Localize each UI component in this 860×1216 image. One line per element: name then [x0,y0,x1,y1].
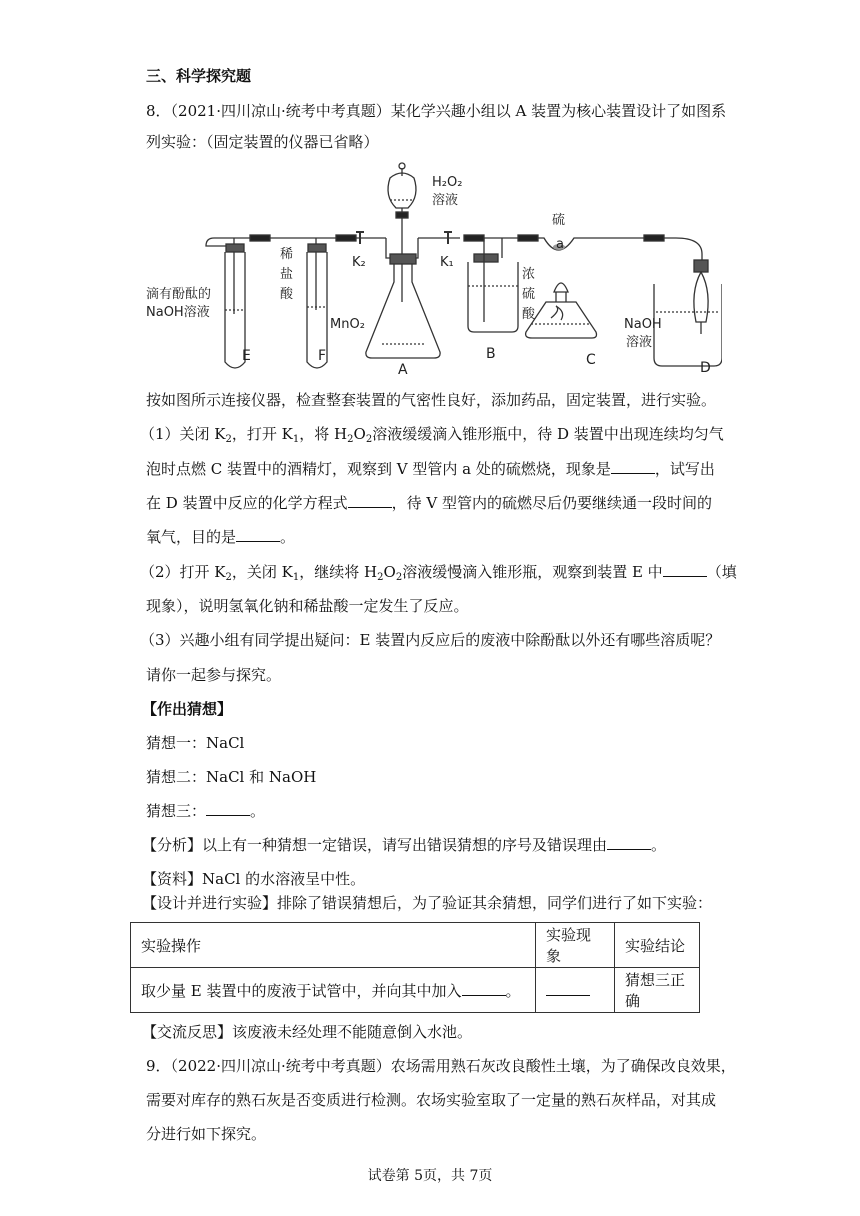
label-b-1: 浓 [522,267,536,282]
guess-title: 【作出猜想】 [142,700,233,718]
label-naoh-d-solution: 溶液 [626,335,653,350]
info-line: 【资料】NaCl 的水溶液呈中性。 [142,870,366,888]
label-naoh-d: NaOH [624,317,662,332]
label-phenolphthalein: 滴有酚酞的 [146,287,212,302]
label-k2: K₂ [352,255,366,270]
q8-intro-line1: 8．（2021·四川凉山·统考中考真题）某化学兴趣小组以 A 装置为核心装置设计了如图系 [146,102,727,120]
letter-c: C [586,352,596,368]
guess-1: 猜想一：NaCl [146,734,245,752]
answer-blank[interactable] [611,459,655,474]
label-b-3: 酸 [522,307,536,322]
label-sulfur: 硫 [552,213,566,228]
table-header: 实验现象 [536,923,615,968]
table-header: 实验结论 [615,923,700,968]
answer-blank[interactable] [546,981,590,996]
section-title: 三、科学探究题 [146,67,252,85]
letter-f: F [318,348,327,364]
letter-e: E [242,348,251,364]
reflect-line: 【交流反思】该废液未经处理不能随意倒入水池。 [142,1023,473,1041]
letter-d: D [700,360,711,376]
label-h2o2-solution: 溶液 [432,193,459,208]
table-cell-conclusion: 猜想三正确 [615,968,700,1013]
part2-line2: 现象），说明氢氧化钠和稀盐酸一定发生了反应。 [146,597,469,615]
answer-blank[interactable] [236,527,280,542]
answer-blank[interactable] [607,835,651,850]
table-header: 实验操作 [131,923,536,968]
q9-line3: 分进行如下探究。 [146,1125,267,1143]
label-h2o2: H₂O₂ [432,175,463,190]
label-naoh-e: NaOH溶液 [146,305,210,320]
answer-blank[interactable] [462,981,506,996]
part1-line4: 氧气，目的是 。 [146,528,296,546]
experiment-table [130,922,700,1013]
answer-blank[interactable] [663,562,707,577]
label-a: a [556,237,564,252]
analysis-line: 【分析】以上有一种猜想一定错误，请写出错误猜想的序号及错误理由 。 [142,836,667,854]
answer-blank[interactable] [348,493,392,508]
apparatus-diagram [146,162,722,376]
guess-3: 猜想三： 。 [146,802,266,820]
label-b-2: 硫 [522,287,536,302]
table-row [131,923,700,968]
connect-text: 按如图所示连接仪器，检查整套装置的气密性良好，添加药品，固定装置，进行实验。 [146,391,717,409]
page-footer: 试卷第 5页，共 7页 [367,1168,493,1184]
answer-blank[interactable] [206,801,250,816]
part1-line2: 泡时点燃 C 装置中的酒精灯，观察到 V 型管内 a 处的硫燃烧，现象是 ，试写出 [146,460,715,478]
label-f-3: 酸 [280,287,294,302]
q9-line1: 9．（2022·四川凉山·统考中考真题）农场需用熟石灰改良酸性土壤，为了确保改良效果， [146,1057,736,1075]
design-line: 【设计并进行实验】排除了错误猜想后，为了验证其余猜想，同学们进行了如下实验： [142,894,713,912]
part2-line1: （2）打开 $K_2$，关闭 $K_1$，继续将 $H_2O_2$溶液缓慢滴入锥形瓶，观察到装置 E 中 （填 [140,563,737,583]
label-k1: K₁ [440,255,454,270]
label-mno2: MnO₂ [330,317,365,332]
guess-2: 猜想二：NaCl 和 NaOH [146,768,317,786]
part3-line2: 请你一起参与探究。 [146,666,282,684]
letter-b: B [486,346,496,362]
part1-line3: 在 D 装置中反应的化学方程式 ，待 V 型管内的硫燃尽后仍要继续通一段时间的 [146,494,712,512]
letter-a: A [398,362,408,376]
table-cell-phenomenon [536,968,615,1013]
table-cell-operation: 取少量 E 装置中的废液于试管中，并向其中加入 。 [131,968,536,1013]
q9-line2: 需要对库存的熟石灰是否变质进行检测。农场实验室取了一定量的熟石灰样品，对其成 [146,1091,717,1109]
label-f-1: 稀 [280,247,294,262]
part3-line1: （3）兴趣小组有同学提出疑问：E 装置内反应后的废液中除酚酞以外还有哪些溶质呢？ [140,631,721,649]
table-row [131,968,700,1013]
q8-intro-line2: 列实验：（固定装置的仪器已省略） [146,133,379,151]
label-f-2: 盐 [280,267,294,282]
part1-line1: （1）关闭 $K_2$，打开 $K_1$，将 $H_2O_2$溶液缓缓滴入锥形瓶中，待 D 装置中出现连续均匀气 [140,425,724,445]
